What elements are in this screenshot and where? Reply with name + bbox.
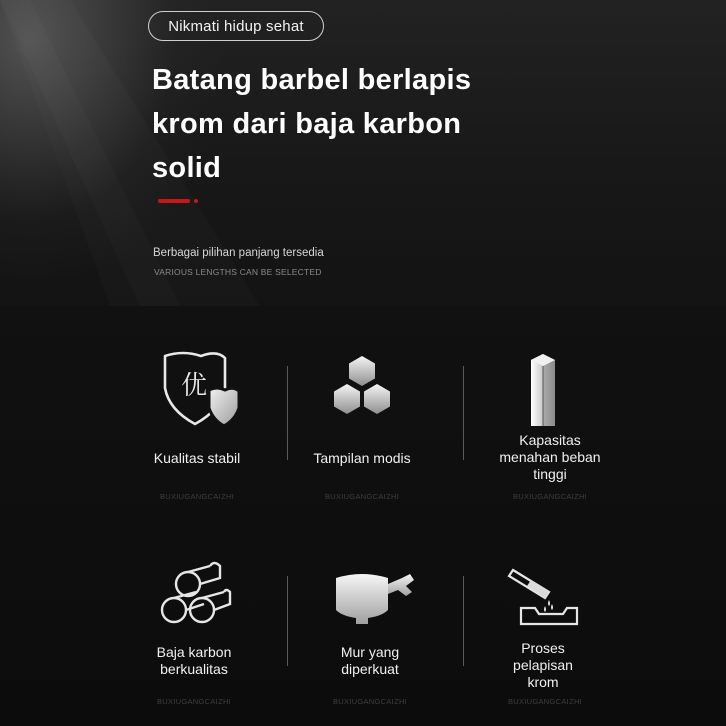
subtitle: Berbagai pilihan panjang tersedia — [153, 247, 324, 259]
feature-label: Kapasitas menahan beban tinggi — [499, 432, 601, 482]
hexagon-cluster-icon — [277, 354, 447, 420]
headline — [152, 58, 572, 190]
watermark: BUXIUGANGCAIZHI — [507, 697, 583, 706]
watermark: BUXIUGANGCAIZHI — [332, 697, 408, 706]
accent-dot — [194, 199, 198, 203]
watermark: BUXIUGANGCAIZHI — [324, 492, 400, 501]
tagline-pill: Nikmati hidup sehat — [148, 11, 324, 41]
feature-label: Kualitas stabil — [153, 450, 241, 466]
feature-label: Tampilan modis — [313, 450, 411, 466]
watermark: BUXIUGANGCAIZHI — [512, 492, 588, 501]
subtitle-english: VARIOUS LENGTHS CAN BE SELECTED — [154, 267, 322, 277]
quality-glyph: 优 — [180, 371, 208, 401]
headline-line-3: solid — [152, 152, 222, 184]
watermark: BUXIUGANGCAIZHI — [159, 492, 235, 501]
reinforced-nut-icon — [285, 564, 455, 626]
feature-label: Mur yang diperkuat — [340, 644, 400, 677]
quality-shield-icon — [112, 348, 282, 428]
feature-label: Proses pelapisan krom — [513, 640, 573, 690]
steel-column-icon — [458, 352, 628, 428]
accent-bar — [158, 199, 190, 203]
steel-pipes-icon — [109, 560, 279, 630]
feature-label: Baja karbon berkualitas — [156, 644, 232, 677]
hero-section — [0, 0, 726, 306]
headline-line-2: krom dari baja karbon — [152, 108, 462, 140]
chrome-plating-icon — [460, 562, 630, 628]
headline-line-1: Batang barbel berlapis — [152, 64, 472, 96]
watermark: BUXIUGANGCAIZHI — [156, 697, 232, 706]
